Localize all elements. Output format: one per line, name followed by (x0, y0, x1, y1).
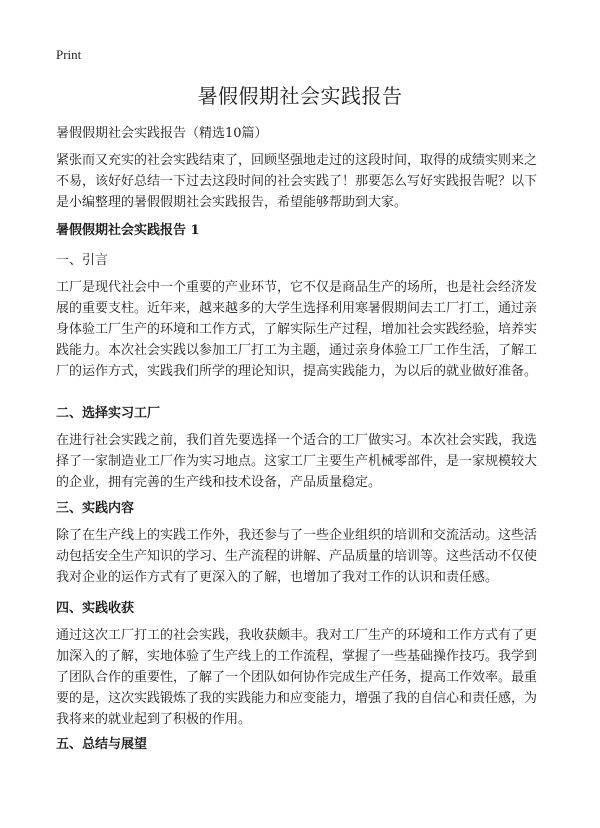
section-text-gains: 通过这次工厂打工的社会实践，我收获颇丰。我对工厂生产的环境和工作方式有了更加深入的了解，实地体验了生产线上的工作流程，掌握了一些基础操作技巧。我学到了团队合作的重要性，了解了一个团队如何协作完成生产任务，提高工作效率。最重要的是，这次实践锻炼了我的实践能力和应变能力，增强了我的自信心和责任感，为我将来的就业起到了积极的作用。 (56, 628, 538, 727)
report-heading: 暑假假期社会实践报告 1 (56, 223, 200, 238)
print-link[interactable]: Print (56, 47, 82, 62)
section-heading-gains: 四、实践收获 (56, 601, 135, 616)
section-text-choose-factory: 在进行社会实践之前，我们首先要选择一个适合的工厂做实习。本次社会实践，我选择了一家制造业工厂作为实习地点。这家工厂主要生产机械零部件，是一家规模较大的企业，拥有完善的生产线和技术设备，产品质量稳定。 (56, 433, 538, 490)
section-text-intro: 工厂是现代社会中一个重要的产业环节，它不仅是商品生产的场所，也是社会经济发展的重要支柱。近年来，越来越多的大学生选择利用寒暑假期间去工厂打工，通过亲身体验工厂生产的环境和工作方式，了解实际生产过程，增加社会实践经验，培养实践能力。本次社会实践以参加工厂打工为主题，通过亲身体验工厂工作生活，了解工厂的运作方式，实践我们所学的理论知识，提高实践能力，为以后的就业做好准备。 (56, 280, 538, 379)
section-heading-summary: 五、总结与展望 (56, 737, 148, 752)
section-heading-intro: 一、引言 (56, 253, 109, 268)
section-heading-choose-factory: 二、选择实习工厂 (56, 406, 161, 421)
intro-paragraph: 紧张而又充实的社会实践结束了，回顾坚强地走过的这段时间，取得的成绩实则来之不易，该好好总结一下过去这段时间的社会实践了！那要怎么写好实践报告呢？以下是小编整理的暑假假期社会实践报告，希望能够帮助到大家。 (56, 153, 538, 210)
document-subtitle: 暑假假期社会实践报告（精选10篇） (56, 126, 268, 141)
section-text-content: 除了在生产线上的实践工作外，我还参与了一些企业组织的培训和交流活动。这些活动包括安全生产知识的学习、生产流程的讲解、产品质量的培训等。这些活动不仅使我对企业的运作方式有了更深入的了解，也增加了我对工作的认识和责任感。 (56, 528, 538, 585)
page-title: 暑假假期社会实践报告 (197, 84, 403, 108)
section-heading-content: 三、实践内容 (56, 501, 135, 516)
